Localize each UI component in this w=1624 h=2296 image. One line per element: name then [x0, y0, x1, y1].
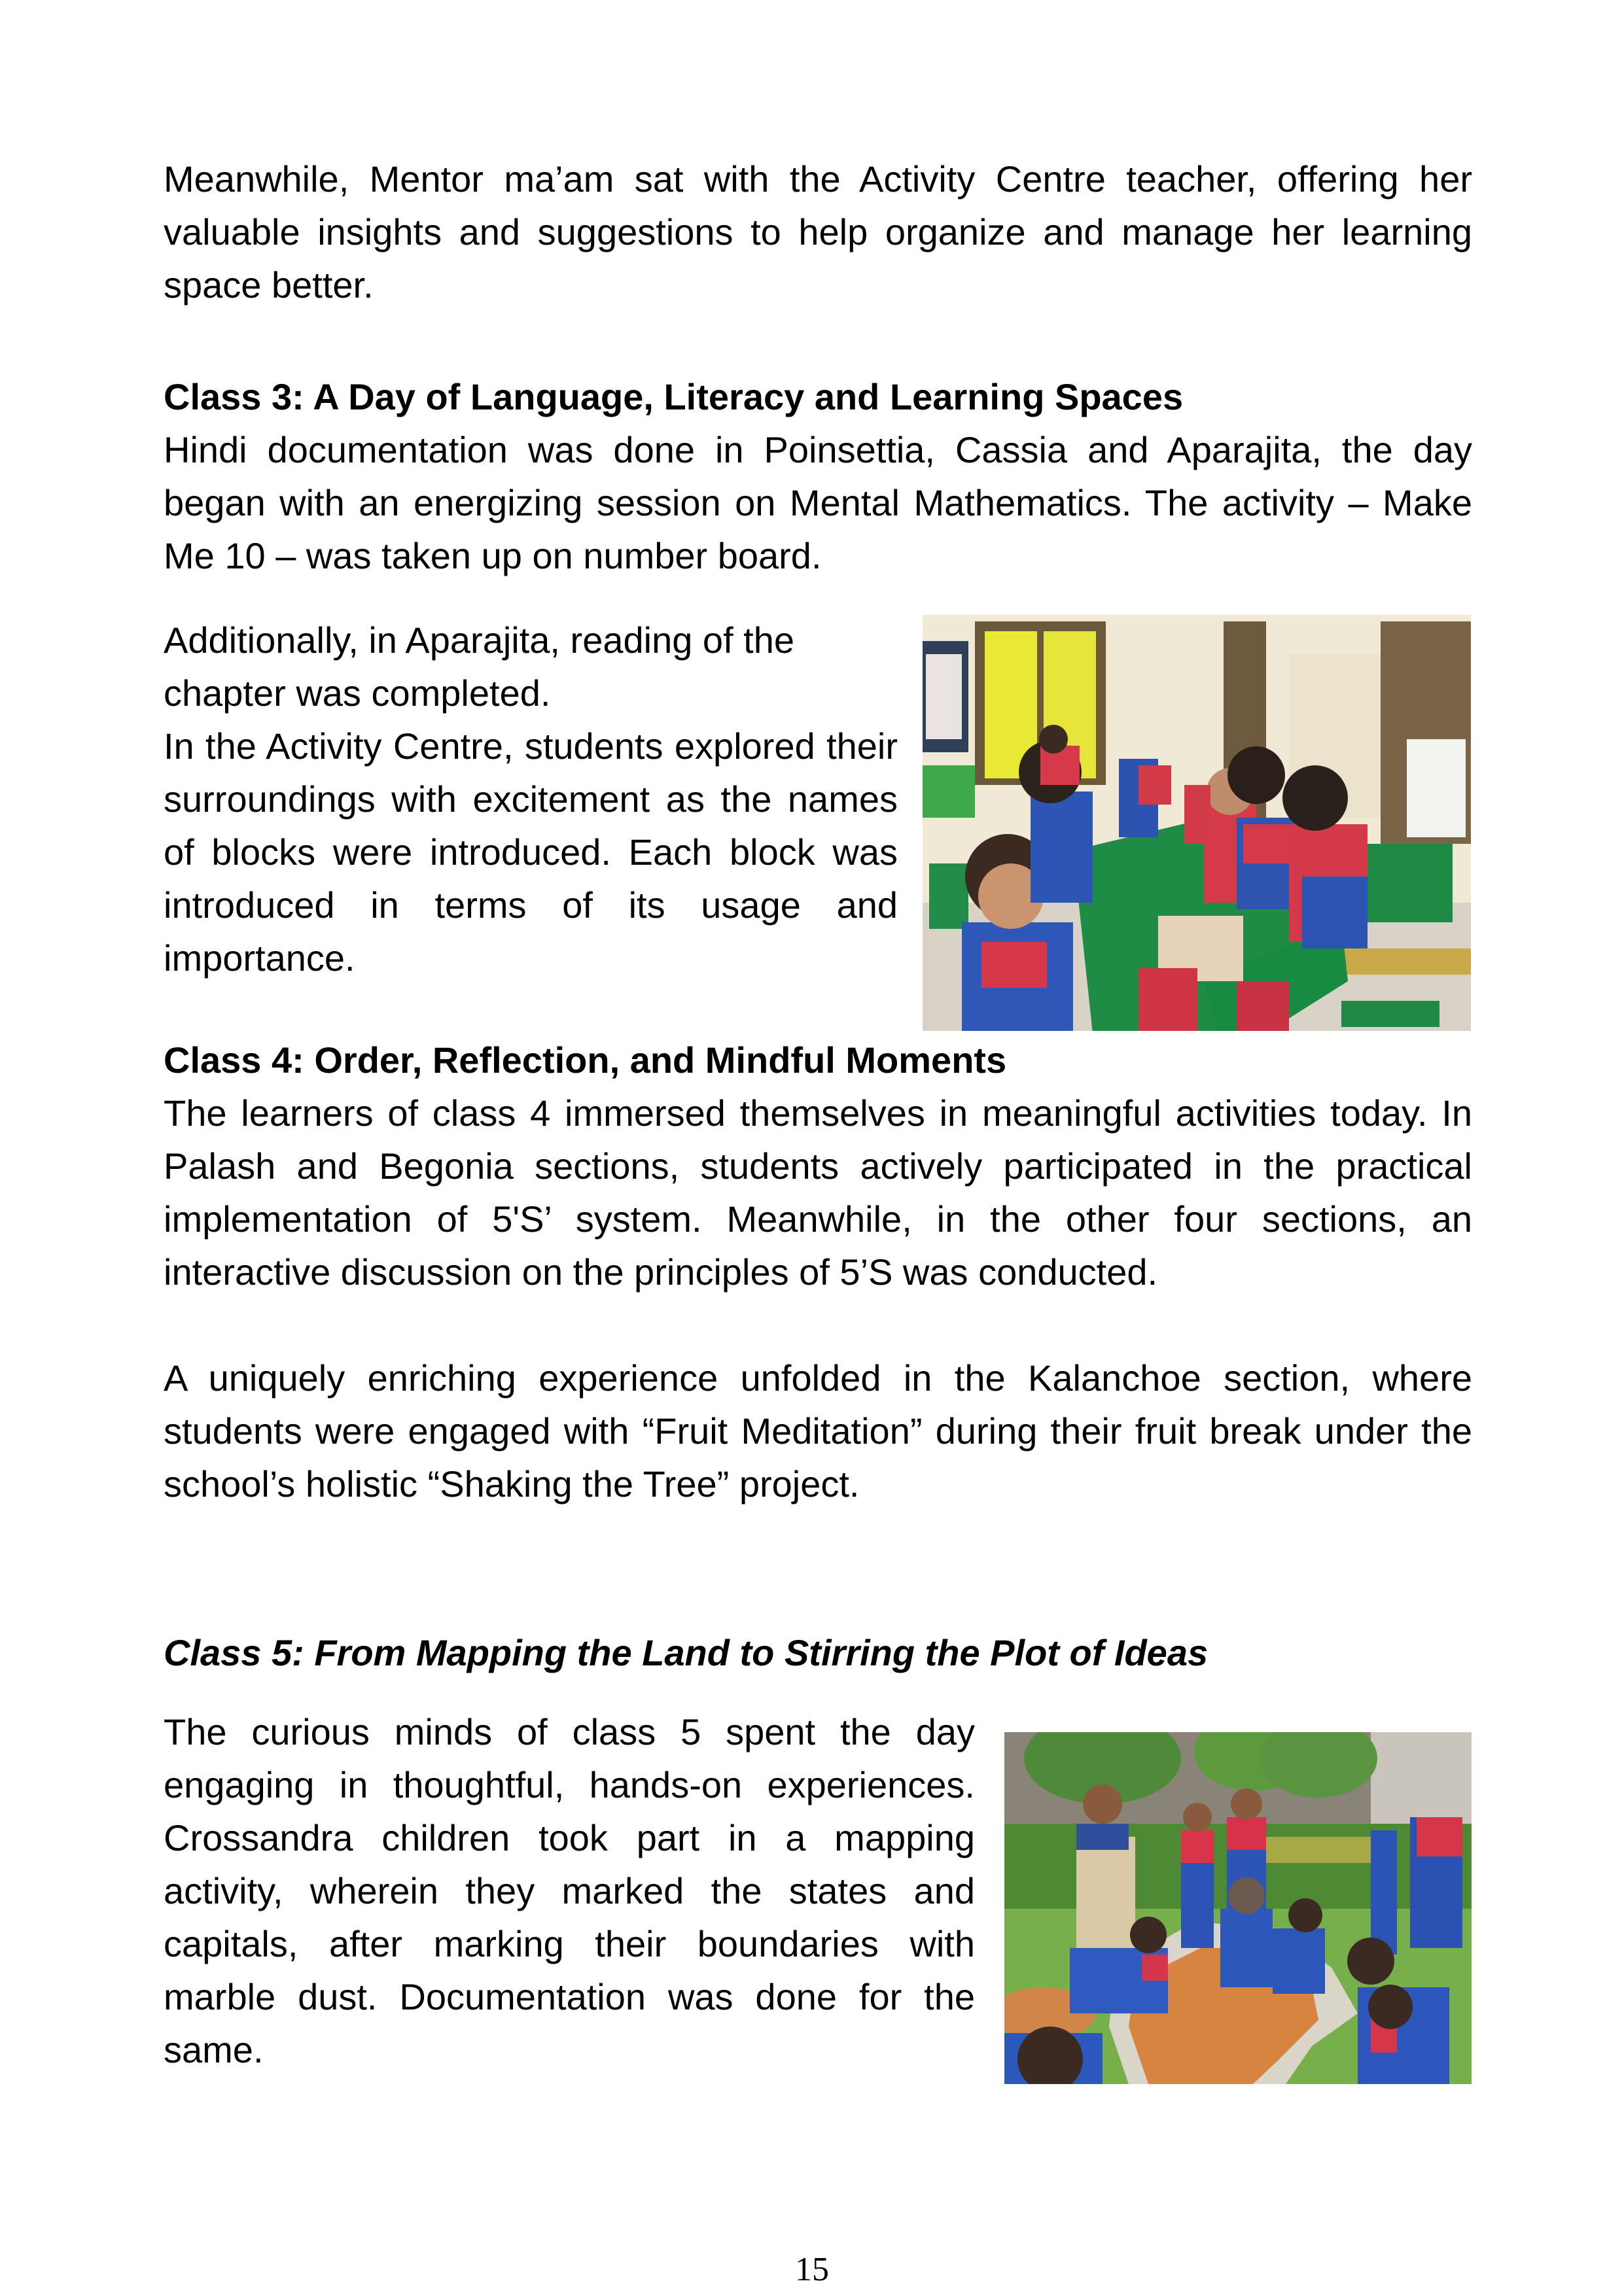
- class3-paragraph: Hindi documentation was done in Poinsettia, Cassia and Aparajita, the day began with an energizing session on Mental Mathematics. The activity – Make Me 10 – was taken up on number board.: [164, 429, 1472, 576]
- class5-mapping-photo: [1004, 1732, 1472, 2084]
- class3-activity-photo: [923, 615, 1471, 1031]
- page-number: 15: [795, 2251, 829, 2288]
- class4-paragraph-2: A uniquely enriching experience unfolded in the Kalanchoe section, where students were engaged with “Fruit Meditation” during their fruit break under the school’s holistic “Shaking the Tree” project.: [164, 1357, 1472, 1505]
- class3-side-paragraph-2: In the Activity Centre, students explored their surroundings with excitement as the names of blocks were introduced. Each block was introduced in terms of its usage and importance.: [164, 725, 898, 979]
- class3-section: [164, 370, 1472, 582]
- class4-section: [164, 1034, 1472, 1510]
- intro-paragraph: Meanwhile, Mentor ma’am sat with the Activity Centre teacher, offering her valuable insights and suggestions to help organize and manage her learning space better.: [164, 158, 1472, 305]
- class5-heading: Class 5: From Mapping the Land to Stirring the Plot of Ideas: [164, 1632, 1209, 1673]
- spacer: [164, 1298, 1472, 1351]
- class4-heading: Class 4: Order, Reflection, and Mindful Moments: [164, 1039, 1007, 1081]
- class5-heading-block: [164, 1626, 1472, 1679]
- class3-heading: Class 3: A Day of Language, Literacy and Learning Spaces: [164, 376, 1184, 417]
- class3-side-text: [164, 614, 898, 984]
- class5-side-text: [164, 1705, 975, 2076]
- class4-paragraph-1: The learners of class 4 immersed themselves in meaningful activities today. In Palash and Begonia sections, students actively participated in the practical implementation of 5'S’ system. Meanwhile, in the other four sections, an interactive discussion on the principles of 5’S was conducted.: [164, 1092, 1472, 1293]
- intro-block: [164, 152, 1472, 311]
- class3-side-paragraph-1: Additionally, in Aparajita, reading of the chapter was completed.: [164, 619, 795, 714]
- class5-paragraph: The curious minds of class 5 spent the day engaging in thoughtful, hands-on experiences. Crossandra children took part in a mapping activity, wherein they marked the states and capitals, after marking their boundaries with marble dust. Documentation was done for the same.: [164, 1711, 975, 2070]
